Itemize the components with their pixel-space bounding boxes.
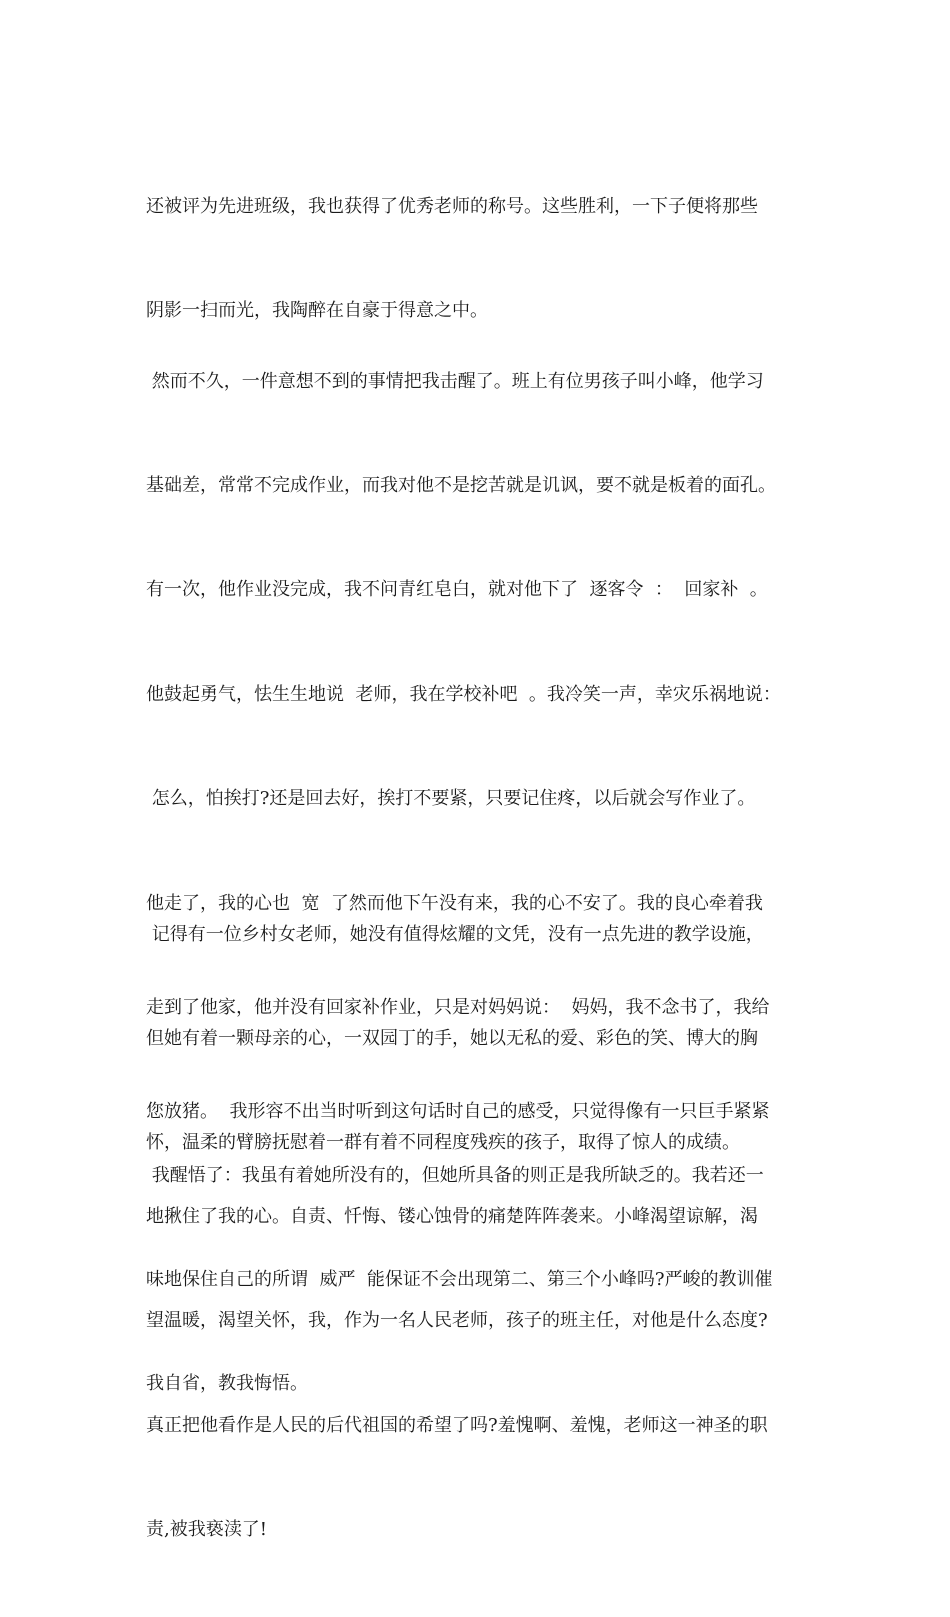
text-line: 怎么，怕挨打?还是回去好，挨打不要紧，只要记住疼，以后就会写作业了。 bbox=[146, 788, 756, 810]
text-line: 我醒悟了：我虽有着她所没有的，但她所具备的则正是我所缺乏的。我若还一 bbox=[146, 1164, 764, 1186]
text-line: 还被评为先进班级，我也获得了优秀老师的称号。这些胜利，一下子便将那些 bbox=[146, 195, 758, 217]
text-line: 味地保住自己的所谓 威严 能保证不会出现第二、第三个小峰吗?严峻的教训催 bbox=[146, 1268, 773, 1290]
text-line: 真正把他看作是人民的后代祖国的希望了吗?羞愧啊、羞愧，老师这一神圣的职 bbox=[146, 1414, 768, 1436]
text-line: 怀，温柔的臂膀抚慰着一群有着不同程度残疾的孩子，取得了惊人的成绩。 bbox=[146, 1132, 740, 1154]
text-line: 然而不久，一件意想不到的事情把我击醒了。班上有位男孩子叫小峰，他学习 bbox=[146, 370, 764, 392]
text-line: 但她有着一颗母亲的心，一双园丁的手，她以无私的爱、彩色的笑、博大的胸 bbox=[146, 1027, 758, 1049]
text-line: 阴影一扫而光，我陶醉在自豪于得意之中。 bbox=[146, 299, 488, 321]
text-line: 基础差，常常不完成作业，而我对他不是挖苦就是讥讽，要不就是板着的面孔。 bbox=[146, 474, 776, 496]
text-line: 我自省，教我悔悟。 bbox=[146, 1373, 308, 1395]
text-line: 记得有一位乡村女老师，她没有值得炫耀的文凭，没有一点先进的教学设施， bbox=[146, 923, 764, 945]
text-line: 他走了，我的心也 宽 了然而他下午没有来，我的心不安了。我的良心牵着我 bbox=[146, 892, 763, 914]
text-line: 地揪住了我的心。自责、忏悔、镂心蚀骨的痛楚阵阵袭来。小峰渴望谅解，渴 bbox=[146, 1205, 758, 1227]
text-line: 望温暖，渴望关怀，我，作为一名人民老师，孩子的班主任，对他是什么态度? bbox=[146, 1310, 768, 1332]
text-line: 责,被我亵渎了! bbox=[146, 1518, 267, 1540]
paragraph-4 bbox=[146, 1089, 816, 1472]
text-line: 有一次，他作业没完成，我不问青红皂白，就对他下了 逐客令 ： 回家补 。 bbox=[146, 579, 768, 601]
text-line: 走到了他家，他并没有回家补作业，只是对妈妈说： 妈妈，我不念书了，我给 bbox=[146, 996, 770, 1018]
text-line: 他鼓起勇气，怯生生地说 老师，我在学校补吧 。我冷笑一声，幸灾乐祸地说： bbox=[146, 683, 781, 705]
text-line: 您放猪。 我形容不出当时听到这句话时自己的感受，只觉得像有一只巨手紧紧 bbox=[146, 1101, 770, 1123]
